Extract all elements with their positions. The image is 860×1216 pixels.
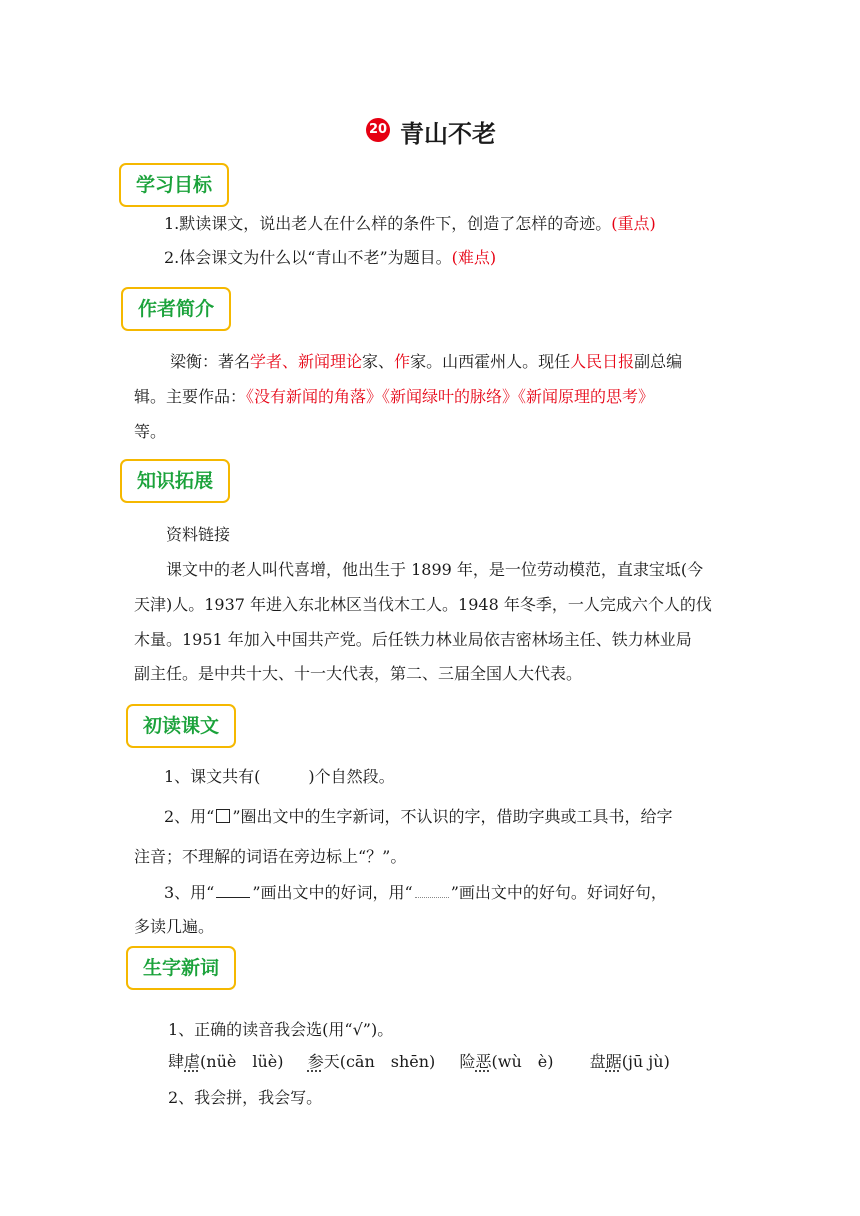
section-author-tag: 作者简介 — [121, 287, 231, 331]
lesson-title: 青山不老 — [400, 120, 496, 148]
author-line-3: 等。 — [134, 422, 167, 441]
goal-item-1: 1.默读课文，说出老人在什么样的条件下，创造了怎样的奇迹。(重点) — [164, 214, 656, 233]
square-symbol-icon — [216, 809, 230, 823]
word-xiane: 险恶(wù è) — [459, 1052, 554, 1071]
first-read-q1: 1、课文共有( )个自然段。 — [164, 767, 395, 786]
lesson-number-badge: 20 — [366, 118, 390, 142]
word-panju: 盘踞(jū jù) — [589, 1052, 670, 1071]
author-line-2: 辑。主要作品：《没有新闻的角落》《新闻绿叶的脉络》《新闻原理的思考》 — [134, 387, 655, 406]
new-words-q1: 1、正确的读音我会选(用“√”)。 — [168, 1020, 394, 1039]
new-words-q2: 2、我会拼，我会写。 — [168, 1088, 323, 1107]
section-knowledge-tag: 知识拓展 — [120, 459, 230, 503]
section-first-read-tag: 初读课文 — [126, 704, 236, 748]
word-siniue: 肆虐(nüè lüè) — [168, 1052, 284, 1071]
first-read-q3-line2: 多读几遍。 — [134, 917, 215, 936]
word-cantian: 参天(cān shēn) — [307, 1052, 436, 1071]
section-goals-tag: 学习目标 — [119, 163, 229, 207]
straight-underline-symbol — [216, 883, 250, 898]
wavy-underline-symbol — [415, 883, 449, 898]
first-read-q2-line2: 注音；不理解的词语在旁边标上“？”。 — [134, 847, 407, 866]
new-words-pinyin-row — [168, 1051, 670, 1073]
knowledge-line-3: 木量。1951 年加入中国共产党。后任铁力林业局依吉密林场主任、铁力林业局 — [134, 630, 692, 649]
author-line-1: 梁衡：著名学者、新闻理论家、作家。山西霍州人。现任人民日报副总编 — [170, 352, 683, 371]
first-read-q3-line1: 3、用“ ”画出文中的好词，用“ ”画出文中的好句。好词好句， — [164, 883, 667, 902]
section-new-words-tag: 生字新词 — [126, 946, 236, 990]
knowledge-line-2: 天津)人。1937 年进入东北林区当伐木工人。1948 年冬季，一人完成六个人的伐 — [134, 595, 712, 614]
knowledge-line-4: 副主任。是中共十大、十一大代表，第二、三届全国人大代表。 — [134, 664, 583, 683]
lesson-title-row — [0, 114, 860, 149]
first-read-q2-line1: 2、用“ ”圈出文中的生字新词，不认识的字，借助字典或工具书，给字 — [164, 807, 673, 826]
knowledge-line-1: 课文中的老人叫代喜增，他出生于 1899 年，是一位劳动模范，直隶宝坻(今 — [166, 560, 704, 579]
knowledge-subtitle: 资料链接 — [166, 525, 231, 544]
goal-item-2: 2.体会课文为什么以“青山不老”为题目。(难点) — [164, 248, 497, 267]
